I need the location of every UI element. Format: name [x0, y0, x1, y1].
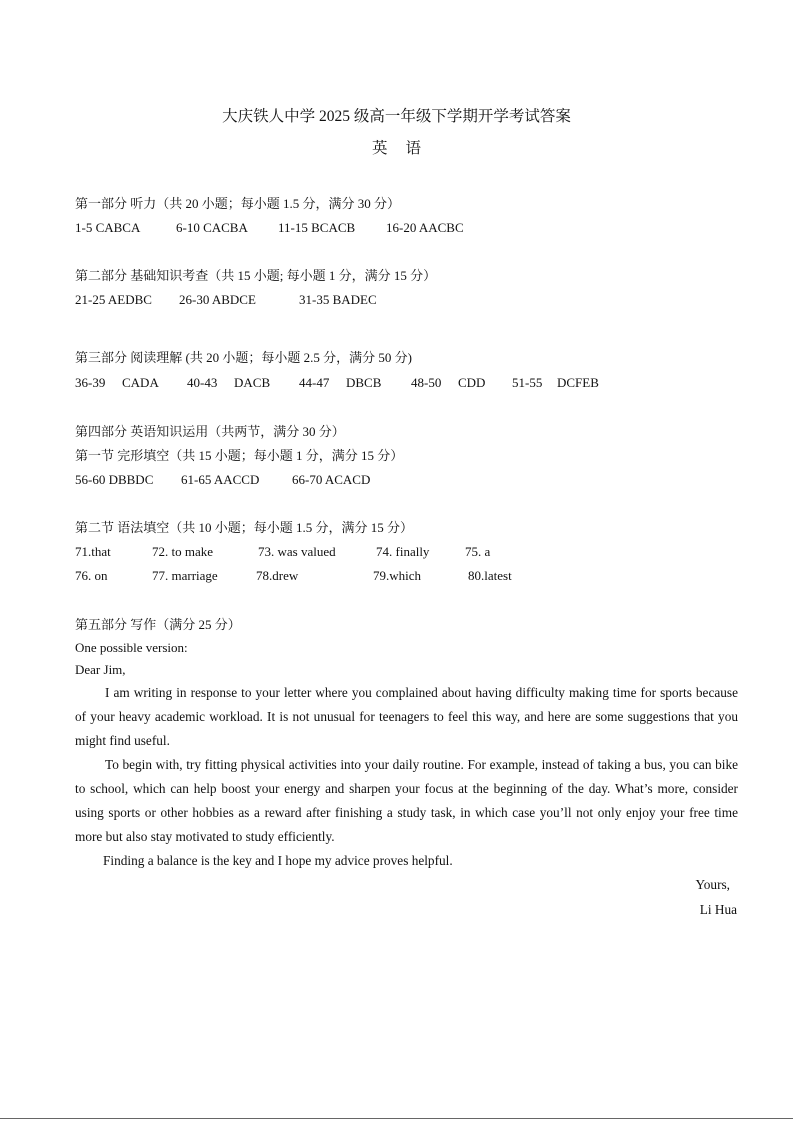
part3-key: DBCB: [346, 375, 382, 390]
part4-section1-answer: 56-60 DBBDC: [75, 472, 154, 487]
part3-heading: 第三部分 阅读理解 (共 20 小题；每小题 2.5 分，满分 50 分): [75, 350, 412, 365]
part4-heading: 第四部分 英语知识运用（共两节，满分 30 分）: [75, 424, 345, 439]
essay-intro: One possible version:: [75, 640, 188, 655]
grammar-answer: 71.that: [75, 544, 111, 559]
part1-heading: 第一部分 听力（共 20 小题；每小题 1.5 分，满分 30 分）: [75, 196, 401, 211]
part2-answer: 26-30 ABDCE: [179, 292, 256, 307]
part4-section1-heading: 第一节 完形填空（共 15 小题；每小题 1 分，满分 15 分）: [75, 448, 404, 463]
grammar-answer: 75. a: [465, 544, 491, 559]
part1-answer: 11-15 BCACB: [278, 220, 356, 235]
part3-range: 40-43: [187, 375, 218, 390]
part3-range: 36-39: [75, 375, 106, 390]
part2-heading: 第二部分 基础知识考查（共 15 小题; 每小题 1 分，满分 15 分）: [75, 268, 437, 283]
document-title: 大庆铁人中学 2025 级高一年级下学期开学考试答案: [222, 108, 571, 125]
part5-heading: 第五部分 写作（满分 25 分）: [75, 617, 241, 632]
grammar-answer: 77. marriage: [152, 568, 218, 583]
essay-salutation: Dear Jim,: [75, 662, 126, 677]
essay-paragraph: I am writing in response to your letter where you complained about having difficulty making time for sports because of your heavy academic workload. It is not unusual for teenagers to feel this way, and here are some suggestions that you might find useful.: [75, 685, 738, 748]
part3-range: 51-55: [512, 375, 543, 390]
grammar-answer: 73. was valued: [258, 544, 336, 559]
essay-body: [75, 681, 738, 873]
part4-section2-heading: 第二节 语法填空（共 10 小题；每小题 1.5 分，满分 15 分）: [75, 520, 414, 535]
part1-answer: 1-5 CABCA: [75, 220, 141, 235]
part3-key: CDD: [458, 375, 486, 390]
part3-range: 48-50: [411, 375, 442, 390]
part3-key: DACB: [234, 375, 271, 390]
part2-answer: 21-25 AEDBC: [75, 292, 152, 307]
part3-key: DCFEB: [557, 375, 599, 390]
subject-title: 英语: [371, 140, 439, 157]
part3-range: 44-47: [299, 375, 330, 390]
essay-paragraph: Finding a balance is the key and I hope my advice proves helpful.: [103, 853, 453, 868]
grammar-answer: 76. on: [75, 568, 108, 583]
part4-section1-answer: 66-70 ACACD: [292, 472, 371, 487]
grammar-answer: 80.latest: [468, 568, 512, 583]
part1-answer: 16-20 AACBC: [386, 220, 464, 235]
grammar-answer: 74. finally: [376, 544, 430, 559]
essay-paragraph: To begin with, try fitting physical activities into your daily routine. For example, instead of taking a bus, you can bike to school, which can help boost your energy and sharpen your focus at the beginning of the day. What’s more, consider using sports or other hobbies as a reward after finishing a study task, in which case you’ll not only enjoy your free time more but also stay motivated to study efficiently.: [75, 757, 738, 844]
part3-key: CADA: [122, 375, 159, 390]
grammar-answer: 78.drew: [256, 568, 299, 583]
part2-answer: 31-35 BADEC: [299, 292, 377, 307]
grammar-answer: 79.which: [373, 568, 422, 583]
part4-section1-answer: 61-65 AACCD: [181, 472, 260, 487]
grammar-answer: 72. to make: [152, 544, 214, 559]
page-bottom-rule: [0, 1118, 793, 1119]
essay-signature: Li Hua: [699, 902, 737, 917]
essay-closing: Yours,: [695, 877, 730, 892]
part1-answer: 6-10 CACBA: [176, 220, 248, 235]
